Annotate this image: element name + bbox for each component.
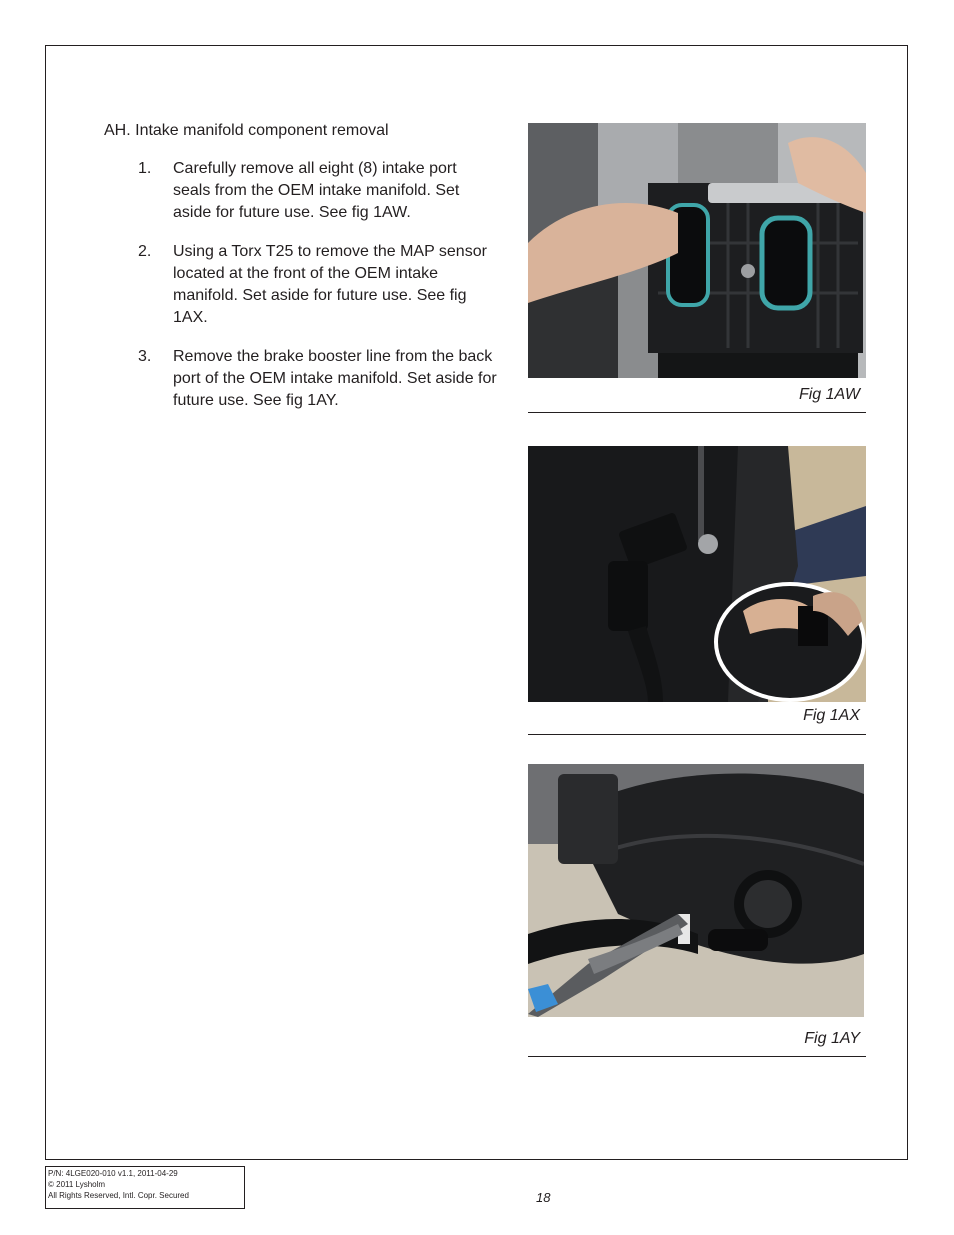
step-item — [138, 158, 498, 224]
figure-1aw — [528, 123, 866, 413]
photo-brake-booster-line — [528, 764, 864, 1017]
step-number: 2. — [138, 243, 152, 260]
instruction-steps — [138, 158, 498, 429]
figure-caption: Fig 1AW — [798, 386, 860, 403]
step-number: 1. — [138, 160, 152, 177]
step-number: 3. — [138, 348, 152, 365]
step-item — [138, 346, 498, 412]
footer-rights: All Rights Reserved, Intl. Copr. Secured — [48, 1191, 189, 1200]
caption-rule — [528, 1056, 866, 1057]
photo-map-sensor — [528, 446, 866, 702]
step-text: Using a Torx T25 to remove the MAP sensor located at the front of the OEM intake manifold. Set aside for future use. See fig 1AX. — [173, 243, 487, 326]
footer-part-number: P/N: 4LGE020-010 v1.1, 2011-04-29 — [48, 1169, 178, 1178]
figure-1ax — [528, 446, 866, 736]
step-item — [138, 241, 498, 329]
caption-rule — [528, 412, 866, 413]
footer-legal-box — [45, 1166, 245, 1209]
footer-copyright: © 2011 Lysholm — [48, 1180, 106, 1189]
step-text: Carefully remove all eight (8) intake port seals from the OEM intake manifold. Set aside for future use. See fig 1AW. — [173, 160, 460, 221]
figure-caption: Fig 1AY — [804, 1030, 860, 1047]
page-number: 18 — [536, 1190, 551, 1205]
caption-rule — [528, 734, 866, 735]
section-heading: AH. Intake manifold component removal — [104, 122, 389, 139]
step-text: Remove the brake booster line from the back port of the OEM intake manifold. Set aside for future use. See fig 1AY. — [173, 348, 497, 409]
figure-1ay — [528, 764, 866, 1059]
photo-intake-port-seals — [528, 123, 866, 378]
figure-caption: Fig 1AX — [803, 707, 860, 724]
